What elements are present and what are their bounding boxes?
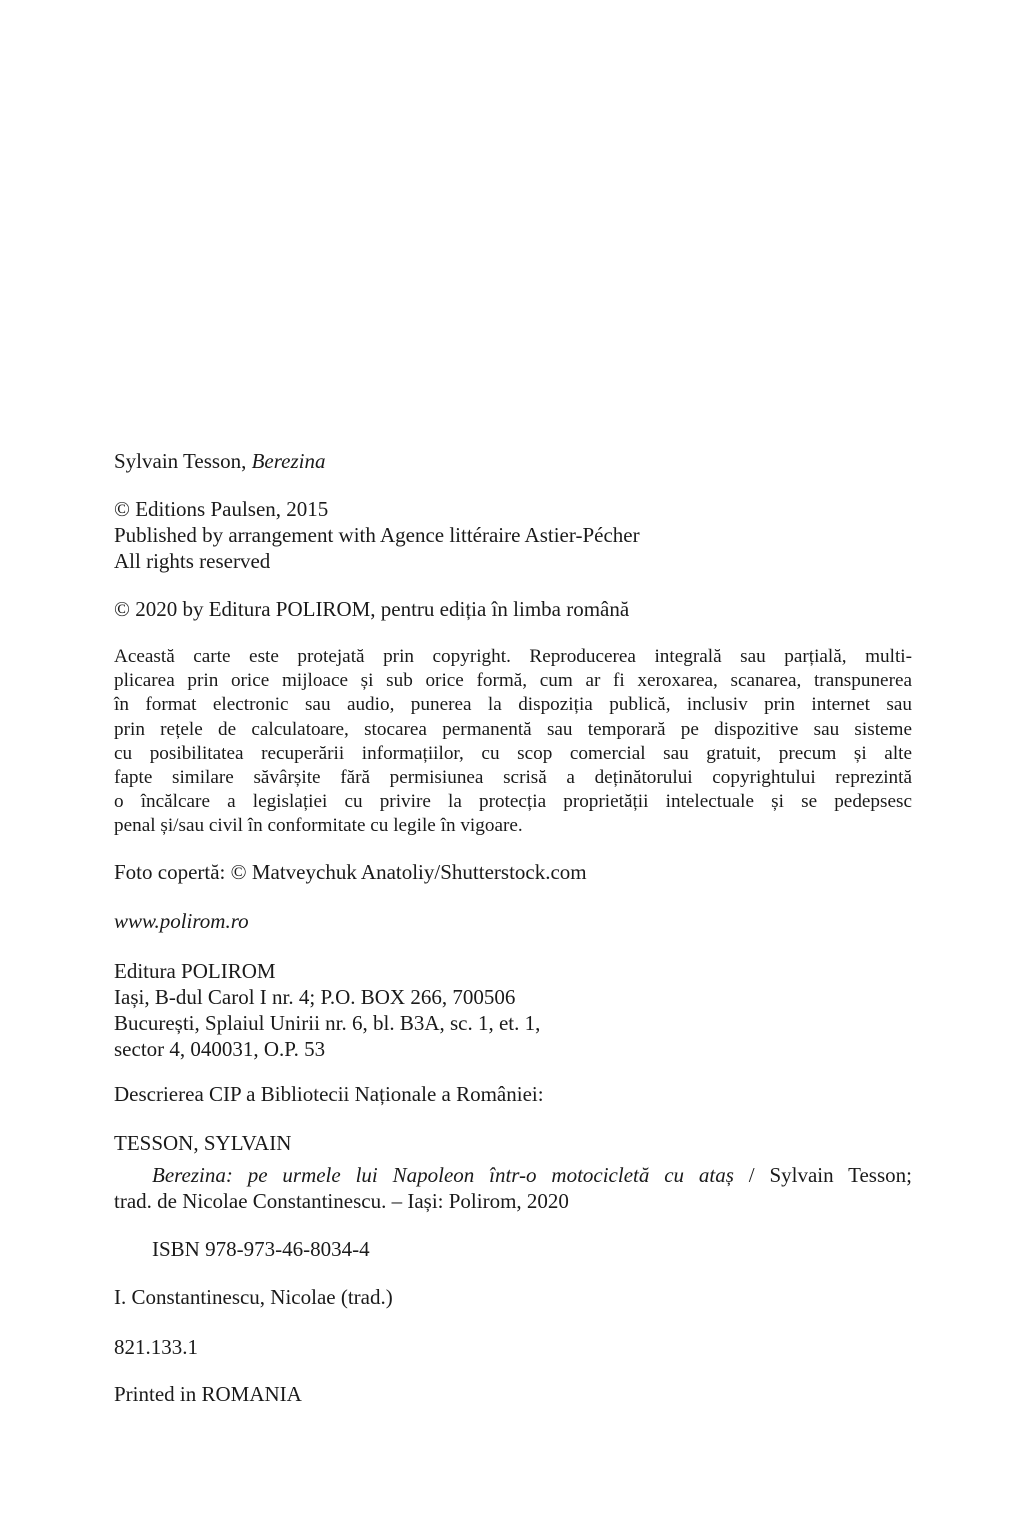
notice-line: prin rețele de calculatoare, stocarea permanentă sau temporară pe dispozitive sau sisteme (114, 718, 912, 740)
cip-entry-line: trad. de Nicolae Constantinescu. – Iași: Polirom, 2020 (114, 1189, 569, 1213)
notice-line: o încălcare a legislației cu privire la protecția proprietății intelectuale și se pedepsesc (114, 791, 912, 813)
publisher-line: București, Splaiul Unirii nr. 6, bl. B3A, sc. 1, et. 1, (114, 1011, 541, 1035)
website-link[interactable] (114, 908, 249, 934)
cip-entry-line (114, 1162, 912, 1188)
cip-author: TESSON, SYLVAIN (114, 1131, 292, 1155)
publisher-line: Iași, B-dul Carol I nr. 4; P.O. BOX 266, 700506 (114, 985, 516, 1009)
cip-heading: Descrierea CIP a Bibliotecii Naționale a României: (114, 1082, 544, 1106)
original-rights-block (114, 496, 912, 574)
notice-line: plicarea prin orice mijloace și sub orice formă, cum ar fi xeroxarea, scanarea, transpunerea (114, 670, 912, 692)
notice-line: fapte similare săvârșite fără permisiunea scrisă a deținătorului copyrightului reprezintă (114, 767, 912, 789)
publisher-line: sector 4, 040031, O.P. 53 (114, 1037, 326, 1061)
isbn: ISBN 978-973-46-8034-4 (152, 1237, 370, 1261)
notice-line: cu posibilitatea recuperării informațiilor, cu scop comercial sau gratuit, precum și alte (114, 742, 912, 764)
website-text[interactable]: www.polirom.ro (114, 909, 249, 933)
cip-entry (114, 1162, 912, 1214)
cip-entry-title: Berezina: pe urmele lui Napoleon într-o motocicletă cu ataș (152, 1163, 734, 1187)
cip-contributor: I. Constantinescu, Nicolae (trad.) (114, 1285, 393, 1309)
original-rights-line: Published by arrangement with Agence littéraire Astier-Pécher (114, 523, 640, 547)
copyright-notice (114, 645, 912, 839)
cover-photo-credit: Foto copertă: © Matveychuk Anatoliy/Shutterstock.com (114, 860, 587, 884)
original-rights-line: © Editions Paulsen, 2015 (114, 497, 329, 521)
classification-code: 821.133.1 (114, 1335, 198, 1359)
author-name: Sylvain Tesson, (114, 449, 252, 473)
notice-line: penal și/sau civil în conformitate cu legile în vigoare. (114, 815, 523, 837)
romanian-rights: © 2020 by Editura POLIROM, pentru ediția în limba română (114, 597, 630, 621)
publisher-line: Editura POLIROM (114, 959, 276, 983)
printed-in: Printed in ROMANIA (114, 1382, 302, 1406)
book-title: Berezina (251, 449, 326, 473)
cip-entry-author: / Sylvain Tesson; (733, 1163, 912, 1187)
notice-line: în format electronic sau audio, punerea la dispoziția publică, inclusiv prin internet sau (114, 694, 912, 716)
publisher-address (114, 958, 912, 1062)
notice-line: Această carte este protejată prin copyright. Reproducerea integrală sau parțială, multi- (114, 646, 912, 667)
original-rights-line: All rights reserved (114, 549, 271, 573)
title-line (114, 448, 325, 474)
